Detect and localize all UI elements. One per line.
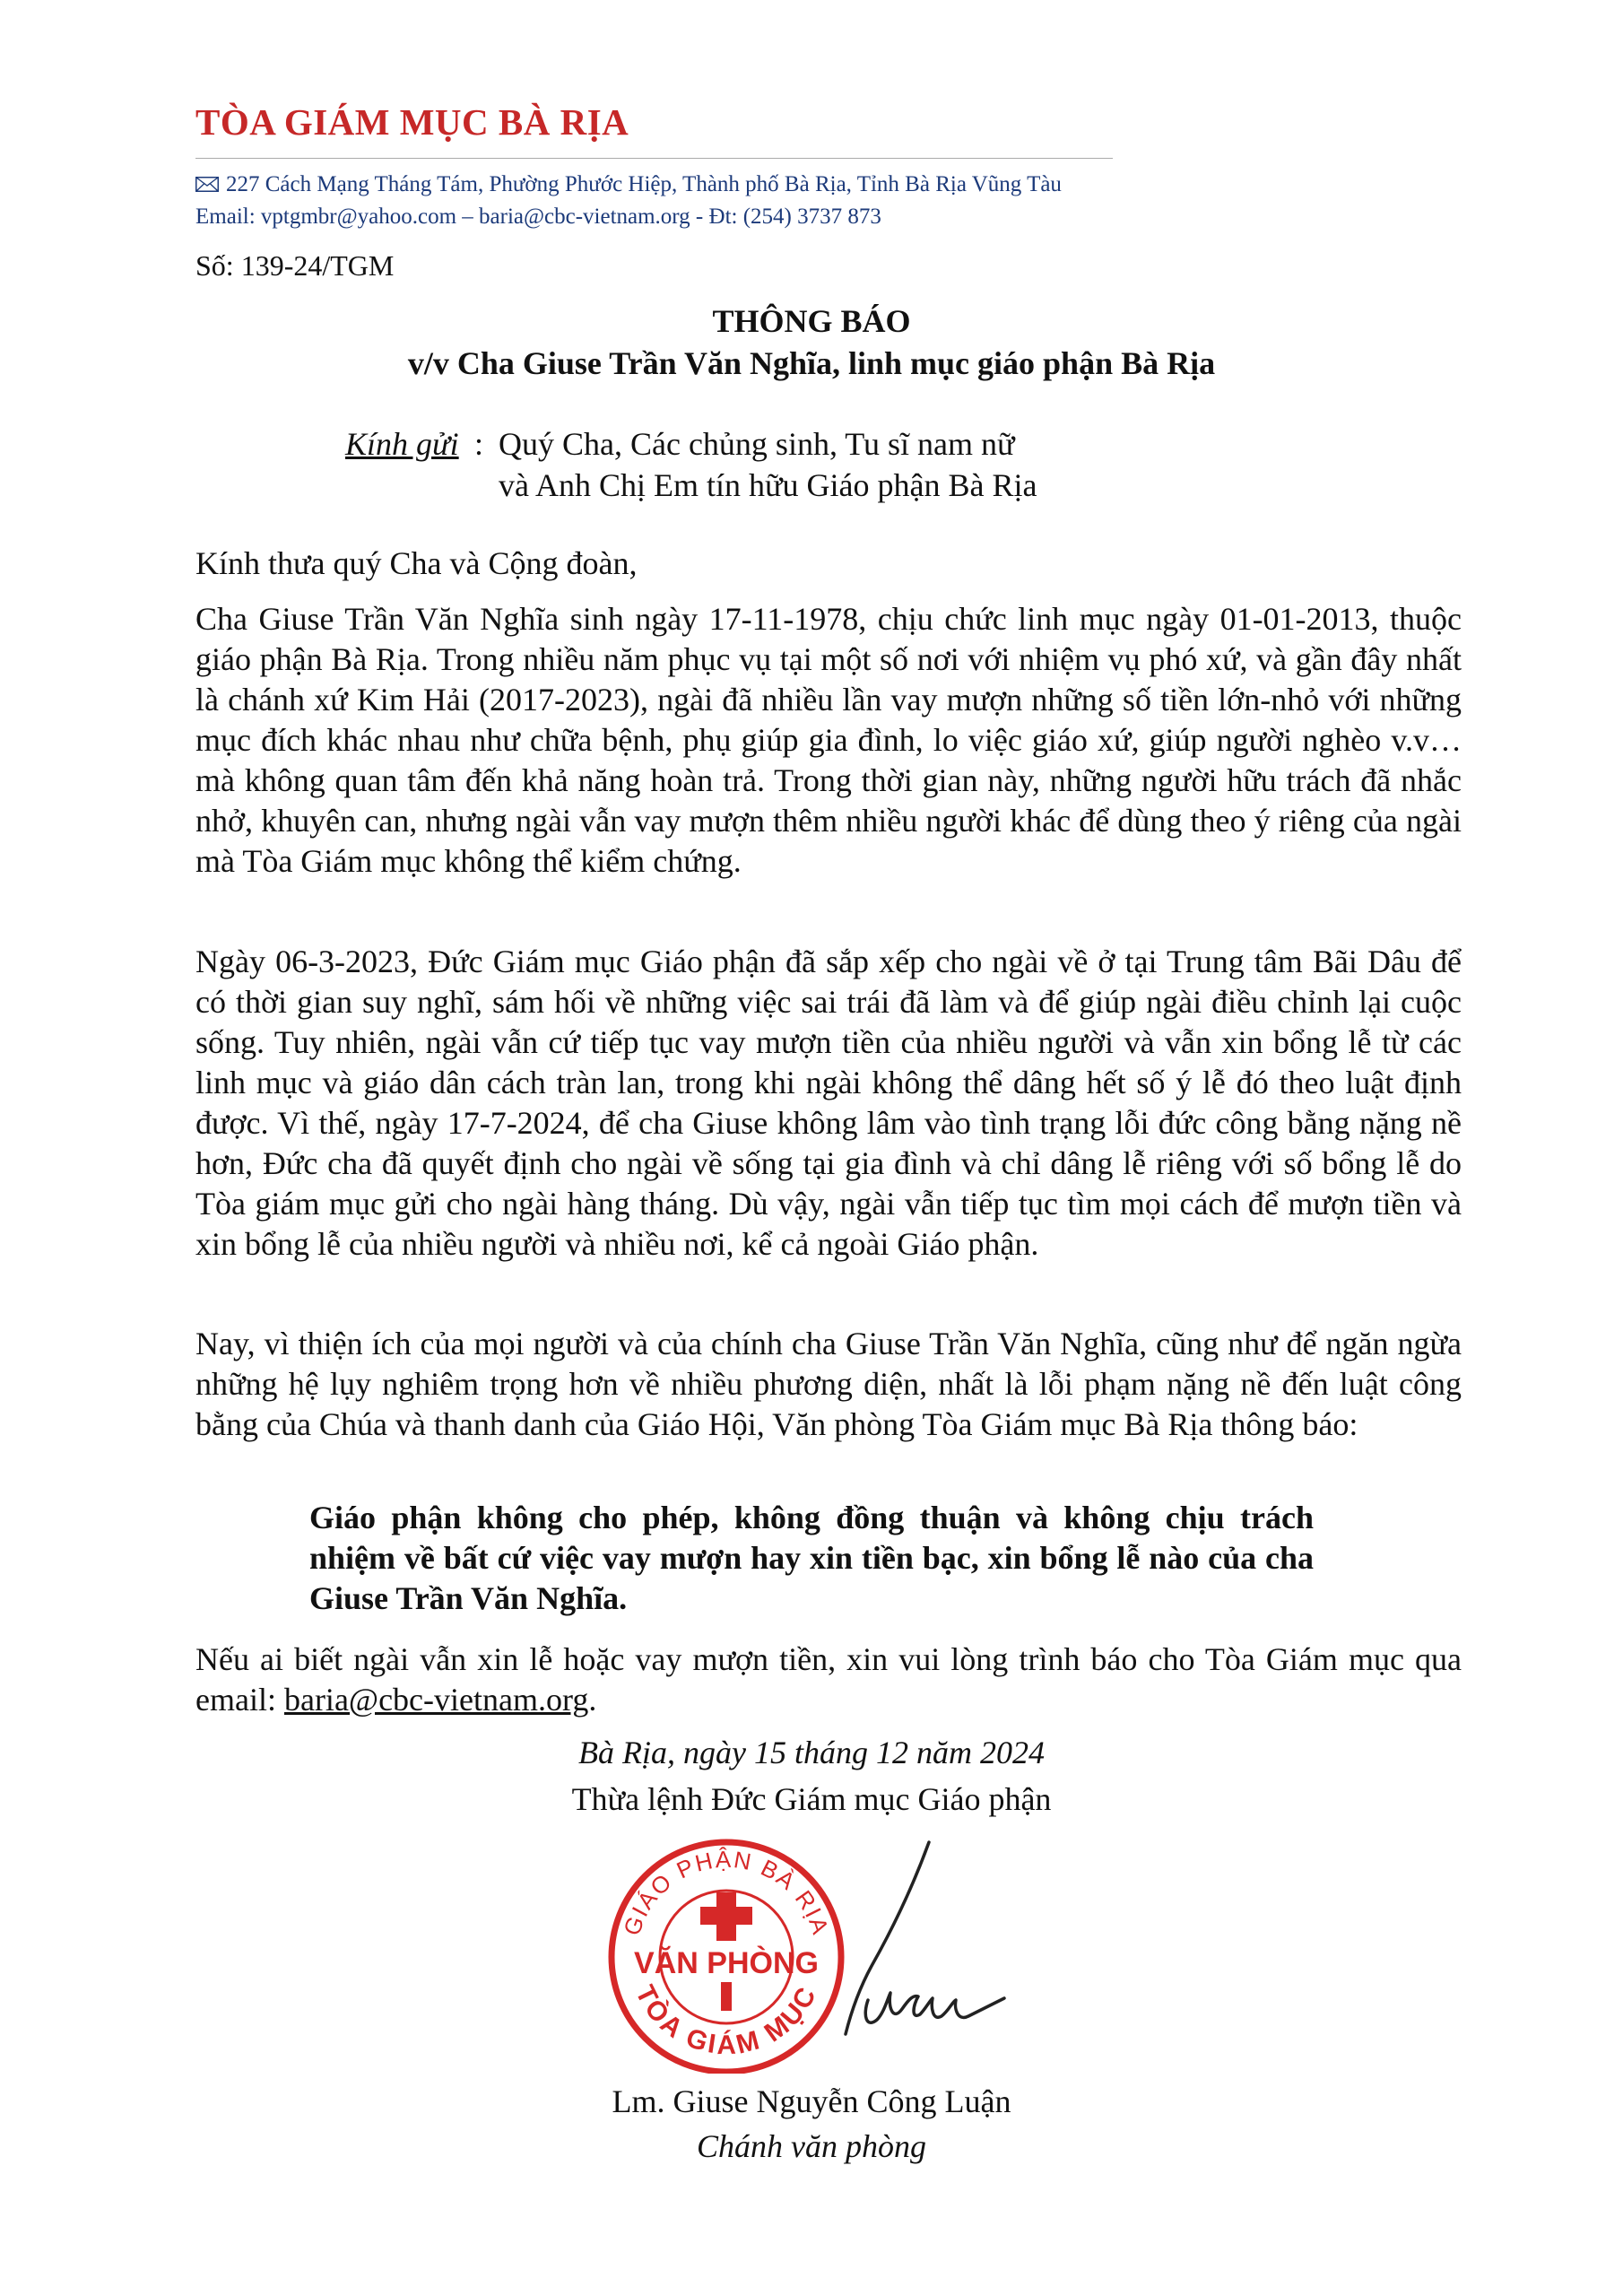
signer-role: Chánh văn phòng <box>697 2128 926 2164</box>
paragraph-3: Nay, vì thiện ích của mọi người và của chính cha Giuse Trần Văn Nghĩa, cũng như để ngăn ngừa những hệ lụy nghiêm trọng hơn về nhiều phương diện, nhất là lỗi phạm nặng nề đến luật công bằng của Chúa và thanh danh của Giáo Hội, Văn phòng Tòa Giám mục Bà Rịa thông báo: <box>195 1326 1462 1442</box>
signing-date: Bà Rịa, ngày 15 tháng 12 năm 2024 <box>578 1735 1045 1770</box>
seal-cross-lower <box>721 1982 732 2011</box>
document-subtitle: v/v Cha Giuse Trần Văn Nghĩa, linh mục giáo phận Bà Rịa <box>407 345 1216 381</box>
header-divider <box>195 158 1113 159</box>
recipients-label: Kính gửi <box>345 426 459 462</box>
greeting: Kính thưa quý Cha và Cộng đoàn, <box>195 545 638 581</box>
contact-email-line: Email: vptgmbr@yahoo.com – baria@cbc-vietnam.org - Đt: (254) 3737 873 <box>195 204 881 229</box>
signature <box>846 1842 1004 2034</box>
seal-cross-horizontal <box>700 1907 752 1925</box>
paragraph-1: Cha Giuse Trần Văn Nghĩa sinh ngày 17-11-1978, chịu chức linh mục ngày 01-01-2013, thuộc giáo phận Bà Rịa. Trong nhiều năm phục vụ tại một số nơi với nhiệm vụ phó xứ, và gần đây nhất là chánh xứ Kim Hải (2017-2023), ngài đã nhiều lần vay mượn những số tiền lớn-nhỏ với những mục đích khác nhau như chữa bệnh, phụ giúp gia đình, lo việc giáo xứ, giúp người nghèo v.v… mà không quan tâm đến khả năng hoàn trả. Trong thời gian này, những người hữu trách đã nhắc nhở, khuyên can, nhưng ngài vẫn vay mượn thêm nhiều người khác để dùng theo ý riêng của ngài mà Tòa Giám mục không thể kiểm chứng. <box>195 601 1462 879</box>
address-line <box>195 172 1062 197</box>
address-text: 227 Cách Mạng Tháng Tám, Phường Phước Hiệp, Thành phố Bà Rịa, Tỉnh Bà Rịa Vũng Tàu <box>226 172 1062 196</box>
envelope-icon <box>195 177 219 192</box>
paragraph-2: Ngày 06-3-2023, Đức Giám mục Giáo phận đã sắp xếp cho ngài về ở tại Trung tâm Bãi Dâu để có thời gian suy nghĩ, sám hối về những việc sai trái đã làm và để giúp ngài điều chỉnh lại cuộc sống. Tuy nhiên, ngài vẫn cứ tiếp tục vay mượn tiền của nhiều người và vẫn xin bổng lễ từ các linh mục và giáo dân cách tràn lan, trong khi ngài không thể dâng hết số ý lễ đó theo luật định được. Vì thế, ngày 17-7-2024, để cha Giuse không lâm vào tình trạng lỗi đức công bằng nặng nề hơn, Đức cha đã quyết định cho ngài về sống tại gia đình và chỉ dâng lễ riêng với số bổng lễ do Tòa giám mục gửi cho ngài hàng tháng. Dù vậy, ngài vẫn tiếp tục tìm mọi cách để mượn tiền và xin bổng lễ của nhiều người và nhiều nơi, kể cả ngoài Giáo phận. <box>195 944 1462 1262</box>
contact-email-link[interactable]: baria@cbc-vietnam.org <box>283 1682 589 1718</box>
signer-name: Lm. Giuse Nguyễn Công Luận <box>612 2083 1011 2119</box>
notice-statement: Giáo phận không cho phép, không đồng thuận và không chịu trách nhiệm về bất cứ việc vay mượn hay xin tiền bạc, xin bổng lễ nào của cha Giuse Trần Văn Nghĩa. <box>309 1500 1314 1616</box>
paragraph-4-text: Nếu ai biết ngài vẫn xin lễ hoặc vay mượn tiền, xin vui lòng trình báo cho Tòa Giám mục qua email: <box>195 1641 1462 1718</box>
paragraph-4 <box>195 1639 1462 1720</box>
recipients-line-1: Quý Cha, Các chủng sinh, Tu sĩ nam nữ <box>499 426 1015 462</box>
authority-line: Thừa lệnh Đức Giám mục Giáo phận <box>571 1781 1052 1817</box>
official-seal-and-signature <box>599 1831 1101 2074</box>
recipients-colon: : <box>474 426 484 462</box>
document-title: THÔNG BÁO <box>712 303 911 339</box>
seal-center-text: VĂN PHÒNG <box>634 1946 819 1980</box>
organization-name: TÒA GIÁM MỤC BÀ RỊA <box>195 101 629 143</box>
seal-top-text: GIÁO PHẬN BÀ RỊA <box>618 1845 835 1939</box>
paragraph-4-end: . <box>588 1682 597 1718</box>
official-seal <box>612 1842 841 2072</box>
document-number: Số: 139-24/TGM <box>195 249 395 282</box>
seal-bottom-text: TÒA GIÁM MỤC <box>629 1980 824 2061</box>
recipients-line-2: và Anh Chị Em tín hữu Giáo phận Bà Rịa <box>499 467 1037 503</box>
